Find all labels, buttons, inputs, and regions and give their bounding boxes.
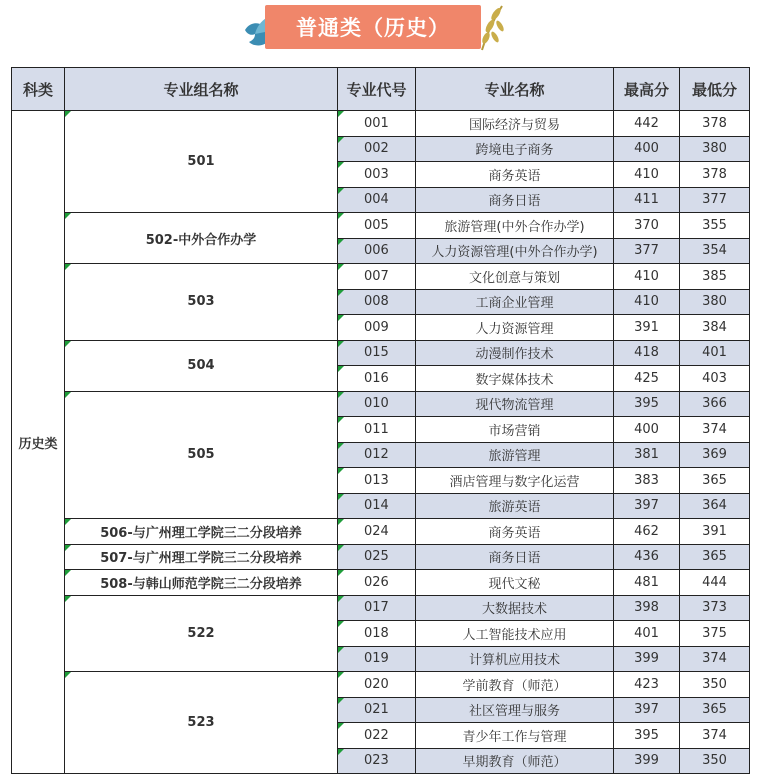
max-score-cell: 442 <box>614 111 680 137</box>
group-name-cell: 508-与韩山师范学院三二分段培养 <box>65 570 338 596</box>
min-score-cell: 401 <box>680 340 750 366</box>
min-score-cell: 354 <box>680 238 750 264</box>
header-major-name: 专业名称 <box>416 68 614 111</box>
min-score-cell: 365 <box>680 544 750 570</box>
major-name-cell: 国际经济与贸易 <box>416 111 614 137</box>
major-code-cell: 026 <box>338 570 416 596</box>
major-name-cell: 早期教育（师范） <box>416 748 614 774</box>
group-name-cell: 506-与广州理工学院三二分段培养 <box>65 519 338 545</box>
major-name-cell: 商务日语 <box>416 187 614 213</box>
title-banner <box>265 5 481 49</box>
min-score-cell: 391 <box>680 519 750 545</box>
major-code-cell: 001 <box>338 111 416 137</box>
min-score-cell: 373 <box>680 595 750 621</box>
table-header-row <box>12 68 750 111</box>
group-name-cell: 504 <box>65 340 338 391</box>
table-row <box>12 264 750 290</box>
max-score-cell: 399 <box>614 646 680 672</box>
major-code-cell: 020 <box>338 672 416 698</box>
major-name-cell: 文化创意与策划 <box>416 264 614 290</box>
major-name-cell: 旅游英语 <box>416 493 614 519</box>
table-row <box>12 570 750 596</box>
min-score-cell: 380 <box>680 136 750 162</box>
max-score-cell: 410 <box>614 162 680 188</box>
max-score-cell: 400 <box>614 136 680 162</box>
max-score-cell: 383 <box>614 468 680 494</box>
major-code-cell: 004 <box>338 187 416 213</box>
major-code-cell: 016 <box>338 366 416 392</box>
group-name-cell: 522 <box>65 595 338 672</box>
max-score-cell: 423 <box>614 672 680 698</box>
min-score-cell: 364 <box>680 493 750 519</box>
group-name-cell: 503 <box>65 264 338 341</box>
group-name-cell: 502-中外合作办学 <box>65 213 338 264</box>
major-name-cell: 社区管理与服务 <box>416 697 614 723</box>
major-name-cell: 青少年工作与管理 <box>416 723 614 749</box>
major-name-cell: 工商企业管理 <box>416 289 614 315</box>
major-code-cell: 010 <box>338 391 416 417</box>
table-row <box>12 544 750 570</box>
max-score-cell: 481 <box>614 570 680 596</box>
group-name-cell: 501 <box>65 111 338 213</box>
table-row <box>12 340 750 366</box>
major-name-cell: 现代物流管理 <box>416 391 614 417</box>
max-score-cell: 436 <box>614 544 680 570</box>
max-score-cell: 398 <box>614 595 680 621</box>
major-name-cell: 市场营销 <box>416 417 614 443</box>
major-code-cell: 019 <box>338 646 416 672</box>
min-score-cell: 374 <box>680 723 750 749</box>
major-code-cell: 007 <box>338 264 416 290</box>
major-code-cell: 013 <box>338 468 416 494</box>
major-code-cell: 024 <box>338 519 416 545</box>
table-row <box>12 672 750 698</box>
max-score-cell: 400 <box>614 417 680 443</box>
max-score-cell: 397 <box>614 697 680 723</box>
major-name-cell: 数字媒体技术 <box>416 366 614 392</box>
min-score-cell: 374 <box>680 646 750 672</box>
major-name-cell: 现代文秘 <box>416 570 614 596</box>
major-name-cell: 跨境电子商务 <box>416 136 614 162</box>
major-name-cell: 旅游管理 <box>416 442 614 468</box>
table-row <box>12 111 750 137</box>
major-code-cell: 021 <box>338 697 416 723</box>
category-cell: 历史类 <box>12 111 65 774</box>
min-score-cell: 366 <box>680 391 750 417</box>
min-score-cell: 369 <box>680 442 750 468</box>
major-name-cell: 商务英语 <box>416 162 614 188</box>
major-name-cell: 人力资源管理(中外合作办学) <box>416 238 614 264</box>
major-code-cell: 022 <box>338 723 416 749</box>
major-code-cell: 025 <box>338 544 416 570</box>
min-score-cell: 375 <box>680 621 750 647</box>
header-max-score: 最高分 <box>614 68 680 111</box>
max-score-cell: 410 <box>614 264 680 290</box>
max-score-cell: 410 <box>614 289 680 315</box>
major-name-cell: 商务英语 <box>416 519 614 545</box>
major-code-cell: 017 <box>338 595 416 621</box>
major-name-cell: 学前教育（师范） <box>416 672 614 698</box>
min-score-cell: 444 <box>680 570 750 596</box>
major-name-cell: 大数据技术 <box>416 595 614 621</box>
max-score-cell: 395 <box>614 391 680 417</box>
page-title: 普通类（历史） <box>296 16 450 40</box>
major-name-cell: 商务日语 <box>416 544 614 570</box>
major-code-cell: 006 <box>338 238 416 264</box>
major-code-cell: 014 <box>338 493 416 519</box>
max-score-cell: 418 <box>614 340 680 366</box>
min-score-cell: 365 <box>680 697 750 723</box>
max-score-cell: 397 <box>614 493 680 519</box>
scores-table <box>11 67 750 774</box>
min-score-cell: 403 <box>680 366 750 392</box>
table-row <box>12 595 750 621</box>
major-name-cell: 动漫制作技术 <box>416 340 614 366</box>
major-name-cell: 旅游管理(中外合作办学) <box>416 213 614 239</box>
major-code-cell: 003 <box>338 162 416 188</box>
major-name-cell: 酒店管理与数字化运营 <box>416 468 614 494</box>
min-score-cell: 378 <box>680 111 750 137</box>
max-score-cell: 370 <box>614 213 680 239</box>
min-score-cell: 355 <box>680 213 750 239</box>
major-name-cell: 计算机应用技术 <box>416 646 614 672</box>
group-name-cell: 507-与广州理工学院三二分段培养 <box>65 544 338 570</box>
max-score-cell: 425 <box>614 366 680 392</box>
major-code-cell: 012 <box>338 442 416 468</box>
table-row <box>12 391 750 417</box>
group-name-cell: 523 <box>65 672 338 774</box>
major-code-cell: 023 <box>338 748 416 774</box>
min-score-cell: 377 <box>680 187 750 213</box>
max-score-cell: 377 <box>614 238 680 264</box>
max-score-cell: 395 <box>614 723 680 749</box>
min-score-cell: 378 <box>680 162 750 188</box>
header-category: 科类 <box>12 68 65 111</box>
max-score-cell: 462 <box>614 519 680 545</box>
major-code-cell: 005 <box>338 213 416 239</box>
max-score-cell: 401 <box>614 621 680 647</box>
min-score-cell: 365 <box>680 468 750 494</box>
min-score-cell: 380 <box>680 289 750 315</box>
min-score-cell: 350 <box>680 672 750 698</box>
header-min-score: 最低分 <box>680 68 750 111</box>
major-code-cell: 008 <box>338 289 416 315</box>
min-score-cell: 374 <box>680 417 750 443</box>
major-code-cell: 002 <box>338 136 416 162</box>
header-group-name: 专业组名称 <box>65 68 338 111</box>
min-score-cell: 350 <box>680 748 750 774</box>
table-row <box>12 213 750 239</box>
max-score-cell: 391 <box>614 315 680 341</box>
min-score-cell: 384 <box>680 315 750 341</box>
max-score-cell: 381 <box>614 442 680 468</box>
table-row <box>12 519 750 545</box>
group-name-cell: 505 <box>65 391 338 519</box>
major-name-cell: 人工智能技术应用 <box>416 621 614 647</box>
major-code-cell: 018 <box>338 621 416 647</box>
major-code-cell: 011 <box>338 417 416 443</box>
major-name-cell: 人力资源管理 <box>416 315 614 341</box>
max-score-cell: 399 <box>614 748 680 774</box>
leaf-sprig-icon <box>474 2 508 52</box>
major-code-cell: 015 <box>338 340 416 366</box>
max-score-cell: 411 <box>614 187 680 213</box>
min-score-cell: 385 <box>680 264 750 290</box>
major-code-cell: 009 <box>338 315 416 341</box>
header-major-code: 专业代号 <box>338 68 416 111</box>
